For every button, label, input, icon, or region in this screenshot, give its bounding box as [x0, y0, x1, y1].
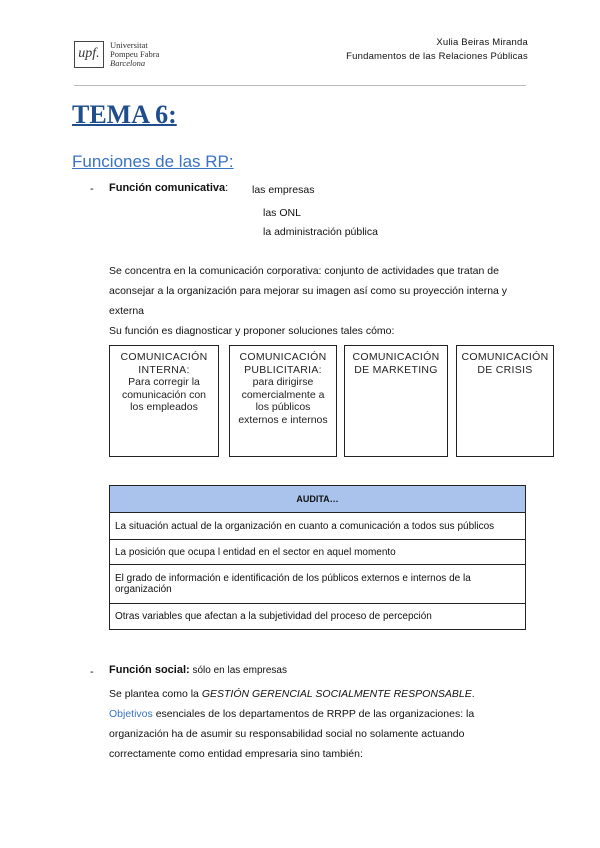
- bullet-marker: -: [90, 183, 94, 195]
- box-title: PUBLICITARIA:: [244, 363, 322, 376]
- page-title: TEMA 6:: [72, 100, 177, 129]
- box-comunicacion-interna: [109, 345, 219, 457]
- table-cell: Otras variables que afectan a la subjetividad del proceso de percepción: [115, 611, 432, 622]
- box-title: DE MARKETING: [354, 363, 438, 376]
- text-run-italic: GESTIÓN GERENCIAL SOCIALMENTE RESPONSABLE: [201, 688, 472, 700]
- table-cell-line: El grado de información e identificación de los públicos externos e internos de la: [115, 573, 471, 584]
- box-body: los públicos: [255, 401, 311, 413]
- box-body: los empleados: [130, 401, 198, 413]
- paragraph-line: Su función es diagnosticar y proponer soluciones tales cómo:: [109, 325, 395, 337]
- university-line-1: Universitat: [110, 40, 148, 50]
- paragraph-line: aconsejar a la organización para mejorar su imagen así como su proyección interna y: [109, 285, 508, 297]
- section-subtitle: Funciones de las RP:: [72, 152, 234, 171]
- comunicativa-label: Función comunicativa: [109, 182, 226, 194]
- box-title: DE CRISIS: [477, 363, 533, 376]
- social-paragraph: [109, 684, 475, 764]
- box-body: externos e internos: [238, 413, 328, 426]
- table-row: [110, 513, 525, 540]
- table-cell-line: organización: [115, 584, 172, 595]
- box-body: comercialmente a: [241, 388, 325, 401]
- paragraph-line: [109, 704, 475, 724]
- paragraph-line: organización ha de asumir su responsabilidad social no solamente actuando: [109, 728, 465, 740]
- text-run: esenciales de los departamentos de RRPP de las organizaciones: la: [152, 708, 475, 720]
- objetivos-highlight: Objetivos: [109, 708, 153, 720]
- comunicativa-item: las ONL: [263, 207, 301, 219]
- audit-table: [109, 485, 526, 630]
- table-cell: La posición que ocupa l entidad en el sector en aquel momento: [115, 546, 396, 558]
- box-title: COMUNICACIÓN: [239, 351, 327, 363]
- comunicativa-item: la administración pública: [263, 226, 378, 238]
- paragraph-line: [109, 684, 475, 704]
- box-comunicacion-marketing: [344, 345, 448, 457]
- table-cell: La situación actual de la organización en cuanto a comunicación a todos sus públicos: [115, 520, 495, 532]
- table-row: [110, 604, 525, 629]
- paragraph-line: correctamente como entidad empresaria sino también:: [109, 748, 363, 760]
- course-name: Fundamentos de las Relaciones Públicas: [346, 51, 528, 62]
- audit-table-header: AUDITA…: [110, 486, 525, 513]
- university-line-3: Barcelona: [110, 58, 146, 68]
- university-line-2: Pompeu Fabra: [110, 49, 160, 59]
- box-body: comunicación con: [121, 388, 207, 401]
- social-label: Función social:: [109, 664, 190, 676]
- box-title: COMUNICACIÓN: [352, 351, 440, 363]
- document-header: [346, 36, 528, 64]
- bullet-marker: -: [90, 666, 94, 678]
- university-name: [110, 41, 159, 68]
- comunicativa-item: las empresas: [252, 184, 315, 196]
- text-run: Se plantea como la: [109, 688, 202, 700]
- box-body: para dirigirse: [252, 376, 314, 388]
- comunicativa-heading: [109, 182, 228, 194]
- paragraph-line: Se concentra en la comunicación corporativa: conjunto de actividades que tratan de: [109, 265, 499, 277]
- comunicativa-paragraph: [109, 261, 507, 341]
- box-comunicacion-crisis: [456, 345, 554, 457]
- text-run: .: [471, 688, 475, 700]
- box-title: INTERNA:: [138, 363, 190, 376]
- box-comunicacion-publicitaria: [229, 345, 337, 457]
- header-divider: [74, 85, 526, 86]
- upf-logo: upf.: [74, 41, 104, 68]
- comunicativa-colon: :: [225, 182, 229, 194]
- social-note: sólo en las empresas: [189, 665, 287, 676]
- table-row: [110, 540, 525, 565]
- table-cell: [115, 573, 471, 595]
- box-title: COMUNICACIÓN: [120, 351, 208, 363]
- box-title: COMUNICACIÓN: [461, 351, 549, 363]
- paragraph-line: externa: [109, 305, 145, 317]
- author-name: Xulia Beiras Miranda: [436, 37, 528, 48]
- social-heading: [109, 664, 287, 676]
- box-body: Para corregir la: [128, 376, 200, 388]
- table-row: [110, 565, 525, 604]
